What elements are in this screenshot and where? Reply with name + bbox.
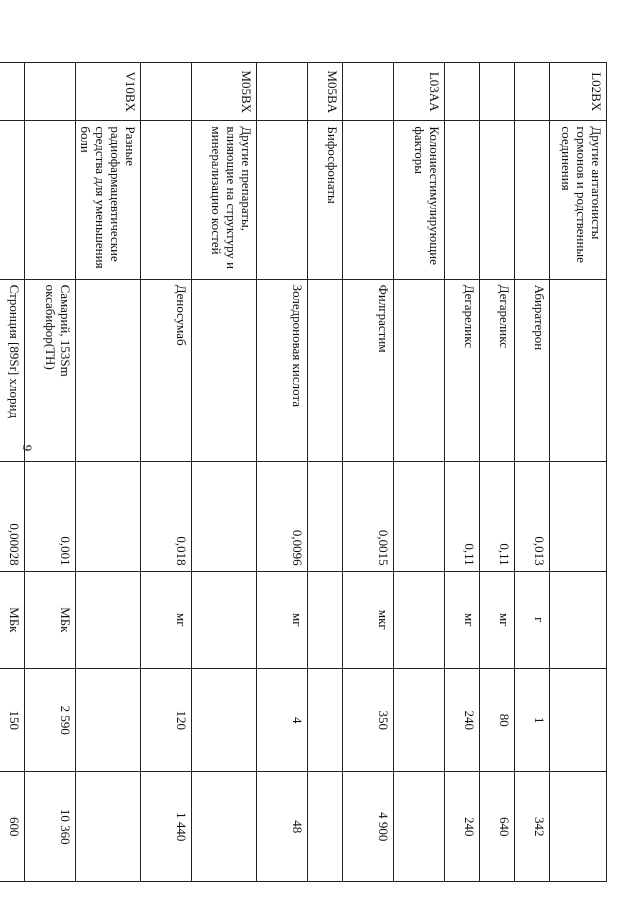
table-row [141,63,192,882]
drug-name: Деносумаб [141,279,192,462]
value-1: 0,013 [515,462,550,572]
value-2 [192,668,257,771]
table-row [192,63,257,882]
unit [308,571,343,668]
table-row [343,63,394,882]
unit: мг [445,571,480,668]
group-name [141,121,192,279]
value-3: 240 [445,772,480,882]
value-2 [308,668,343,771]
value-2: 120 [141,668,192,771]
drug-name: Золедроновая кислота [257,279,308,462]
value-2: 150 [0,668,25,771]
group-name [25,121,76,279]
drug-table [0,62,607,882]
group-name: Колониестимулирующие факторы [394,121,445,279]
table-row [480,63,515,882]
table-row [308,63,343,882]
atc-code [445,63,480,121]
group-name: Бифосфонаты [308,121,343,279]
value-3: 600 [0,772,25,882]
table-row [0,63,25,882]
value-2: 4 [257,668,308,771]
unit: мг [141,571,192,668]
value-2 [550,668,607,771]
value-1 [76,462,141,572]
value-3 [192,772,257,882]
value-1: 0,00028 [0,462,25,572]
table-row [76,63,141,882]
table-row [25,63,76,882]
value-1: 0,11 [480,462,515,572]
value-2: 350 [343,668,394,771]
value-1 [308,462,343,572]
value-3: 1 440 [141,772,192,882]
unit [394,571,445,668]
table-row [445,63,480,882]
group-name [343,121,394,279]
value-2: 240 [445,668,480,771]
value-2 [394,668,445,771]
group-name [445,121,480,279]
drug-name: Дегареликс [480,279,515,462]
drug-name [550,279,607,462]
unit [550,571,607,668]
group-name [480,121,515,279]
value-1: 0,0015 [343,462,394,572]
value-1: 0,018 [141,462,192,572]
unit: мкг [343,571,394,668]
drug-name: Стронция [89Sr] хлорид [0,279,25,462]
unit [76,571,141,668]
atc-code [480,63,515,121]
drug-name [192,279,257,462]
table-row [515,63,550,882]
atc-code [141,63,192,121]
value-1 [394,462,445,572]
table-frame [7,62,607,882]
value-1: 0,11 [445,462,480,572]
atc-code [25,63,76,121]
atc-code: V10BX [76,63,141,121]
value-3: 10 360 [25,772,76,882]
value-1: 0,0096 [257,462,308,572]
atc-code: M05BX [192,63,257,121]
table-row [550,63,607,882]
value-3: 640 [480,772,515,882]
rotated-table-container [7,62,607,882]
group-name [257,121,308,279]
unit: МБк [0,571,25,668]
value-2: 1 [515,668,550,771]
unit: МБк [25,571,76,668]
value-1: 0,001 [25,462,76,572]
group-name: Другие антагонисты гормонов и родственные соединения [550,121,607,279]
value-3 [308,772,343,882]
unit [192,571,257,668]
drug-name: Абиратерон [515,279,550,462]
table-row [394,63,445,882]
group-name: Разные радиофармацевтические средства для уменьшения боли [76,121,141,279]
drug-name: Филграстим [343,279,394,462]
group-name [0,121,25,279]
value-2 [76,668,141,771]
value-3: 342 [515,772,550,882]
group-name [515,121,550,279]
drug-name [76,279,141,462]
atc-code: L02BX [550,63,607,121]
page-number: 9 [20,444,35,452]
table-row [257,63,308,882]
value-3 [76,772,141,882]
unit: г [515,571,550,668]
atc-code [0,63,25,121]
group-name: Другие препараты, влияющие на структуру и минерализацию костей [192,121,257,279]
atc-code [257,63,308,121]
atc-code [343,63,394,121]
drug-name: Самарий, 153Sm оксабифор(ТН) [25,279,76,462]
value-1 [550,462,607,572]
atc-code [515,63,550,121]
value-2: 80 [480,668,515,771]
drug-name [308,279,343,462]
drug-name: Дегареликс [445,279,480,462]
value-2: 2 590 [25,668,76,771]
value-3: 48 [257,772,308,882]
value-1 [192,462,257,572]
atc-code: M05BA [308,63,343,121]
value-3 [394,772,445,882]
drug-name [394,279,445,462]
atc-code: L03AA [394,63,445,121]
unit: мг [257,571,308,668]
value-3 [550,772,607,882]
value-3: 4 900 [343,772,394,882]
unit: мг [480,571,515,668]
